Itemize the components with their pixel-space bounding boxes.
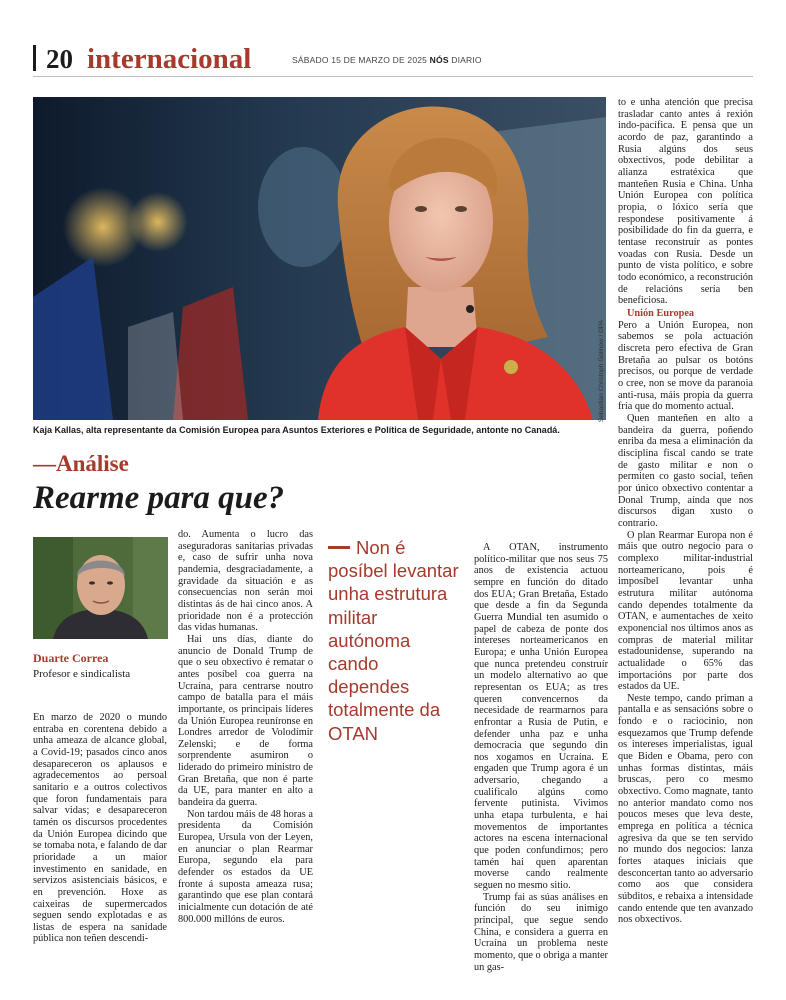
photo-caption: Kaja Kallas, alta representante da Comisión Europea para Asuntos Exteriores e Política de Seguridade, antonte no Canadá. bbox=[33, 425, 560, 435]
paragraph: Trump fai as súas análises en función do seu inimigo principal, que segue sendo China, e considera a guerra en Ucraína un problema neste momento, que o obriga a manter un gas- bbox=[474, 891, 608, 973]
header-rule bbox=[33, 76, 753, 77]
paragraph: Pero a Unión Europea, non sabemos se pola actuación discreta pero efectiva de Gran Bretaña ao pulsar os botóns precisos, ou porque de verdade o cree, non se move da paranoia anti-rusa, máis propia da guerra fría que do momento actual. bbox=[618, 319, 753, 413]
quote-dash bbox=[328, 546, 350, 549]
main-photo-illustration bbox=[33, 97, 606, 423]
author-photo bbox=[33, 537, 168, 639]
main-photo bbox=[33, 97, 606, 423]
brand-name: NÓS bbox=[429, 55, 449, 65]
article-column-5 bbox=[618, 97, 753, 926]
article-column-2 bbox=[178, 529, 313, 925]
section-subhead: Unión Europea bbox=[627, 307, 695, 319]
paragraph: do. Aumenta o lucro das aseguradoras sanitarias privadas e, caso de sufrir unha nova pandemia, desgraciadamente, a gravidade da situación e as consecuencias non serán moi distintas ás de hai cinco anos. A prioridade non é a protección das vidas humanas. bbox=[178, 529, 313, 634]
paragraph: En marzo de 2020 o mundo entraba en corentena debido a unha ameaza de alcance global, a Covid-19; pasados cinco anos desapareceron os aplausos e agradecementos ao persoal sanitario e a outros colectivos que foron fundamentais para salvar vidas; e desapareceron tamén os discursos procedentes da Unión Europea dicindo que se tomaba nota, e falando de dar prioridade a un maior investimento en sanidade, en servizos asistenciais básicos, e en prevención. Hoxe as caixeiras de supermercados seguen sendo explotadas e as listas de espera na sanidade pública non teñen descendi- bbox=[33, 712, 167, 945]
pull-quote bbox=[328, 536, 462, 745]
article-headline: Rearme para que? bbox=[33, 480, 285, 516]
article-column-4 bbox=[474, 542, 608, 973]
header-accent-bar bbox=[33, 45, 36, 71]
paragraph: Hai uns días, diante do anuncio de Donald Trump de que o seu obxectivo é rematar o antes posíbel coa guerra na Ucraína, para centrarse noutro campo de batalla para el máis importante, os principais líderes da Unión Europea reuníronse en Londres arredor de Volodímir Zelenski; e de forma sorprendente asumiron o liderado do primeiro ministro de Gran Bretaña, que non é parte da UE, para manter en alto a bandeira da guerra. bbox=[178, 633, 313, 809]
paragraph: A OTAN, instrumento político-militar que nos seus 75 anos de existencia actuou sempre en función do ditado dos EUA; Gran Bretaña, Estado que desde a fin da Segunda Guerra Mundial ten asumido o papel de cabeza de ponte dos intereses norteamericanos en Europa; e unha Unión Europea que nunca pretendeu construír un modelo alternativo ao que representan os EUA; as tres queren convencernos da necesidade de rearmarnos para enfrontar a Rusia de Putin, e defender unha paz e unha democracia que segundo din nos xogamos en Ucraína. E engaden que Trump agora é un adversario, chegando a cualificalo algúns como fervente putinista. Vivimos unha etapa turbulenta, e hai movementos de importantes actores na escena internacional que poden confundirnos; pero tamén hai quen aparentan moverse cando realmente seguen no mesmo sitio. bbox=[474, 542, 608, 892]
paragraph: Quen manteñen en alto a bandeira da guerra, poñendo enriba da mesa a eliminación da disciplina fiscal cando se trate de gasto militar e non o permiten co gasto social, teñen por único obxectivo contentar a Donal Trump, aínda que nos discursos digan xusto o contrario. bbox=[618, 413, 753, 529]
pull-quote-text: Non é posíbel levantar unha estrutura militar autónoma cando dependes totalmente da OTAN bbox=[328, 537, 459, 744]
page-number: 20 bbox=[46, 44, 73, 74]
paragraph: O plan Rearmar Europa non é máis que outro negocio para o complexo militar-industrial norteamericano, pois é imposíbel levantar unha estrutura militar autónoma cando dependes totalmente da OTAN, e aumentaches de xeito exponencial nos últimos anos as compras de material militar estadounidense, superando na actualidade o 65% das importacións por parte dos estados da UE. bbox=[618, 529, 753, 693]
section-title: internacional bbox=[87, 43, 252, 75]
author-name: Duarte Correa bbox=[33, 651, 109, 665]
author-role: Profesor e sindicalista bbox=[33, 668, 131, 680]
photo-credit: Sebastian Christoph Gollnow / DPA bbox=[598, 320, 605, 423]
paragraph: Neste tempo, cando priman a pantalla e as sensacións sobre o fondo e o raciocinio, non esquezamos que Trump defende os intereses imperialistas, igual que Biden e Obama, pero con unhas formas distintas, máis bruscas, pero co mesmo obxectivo. Como magnate, tanto no anterior mandato como nos poucos meses que leva deste, emprega en política a técnica agresiva da que se ten servido no mundo dos negocios: lanza fortes ataques iniciais que desconcertan tanto ao adversario como aos que considera súbditos, e rebaixa a intensidade cando entende que ten avanzado nos obxectivos. bbox=[618, 692, 753, 926]
article-kicker: —Análise bbox=[33, 451, 129, 476]
issue-date: SÁBADO 15 DE MARZO DE 2025 bbox=[292, 55, 428, 65]
paragraph: to e unha atención que precisa trasladar canto antes á rexión indo-pacífica. E pensa que un acordo de paz, garantindo a Rusia algúns dos seus obxectivos, pode debilitar a alianza estratéxica que manteñen Rusia e China. Unha Unión Europea con política propia, o lóxico sería que respondese positivamente á posibilidade do fin da guerra, e tentase reconstruír as pontes voadas con Rusia. Desde un punto de vista político, e sobre todo económico, a reconstrución de relacións sería ben beneficiosa. bbox=[618, 97, 753, 307]
article-column-1 bbox=[33, 712, 167, 945]
issue-date-line bbox=[292, 55, 482, 65]
brand-suffix: DIARIO bbox=[451, 55, 482, 65]
paragraph: Non tardou máis de 48 horas a presidenta da Comisión Europea, Ursula von der Leyen, en anunciar o plan Rearmar Europa, segundo ela para defender os estados da UE fronte á suposta ameaza rusa; garantindo que ese plan contará inicialmente cun dotación de até 800.000 millóns de euros. bbox=[178, 808, 313, 925]
author-portrait-illustration bbox=[33, 537, 168, 639]
